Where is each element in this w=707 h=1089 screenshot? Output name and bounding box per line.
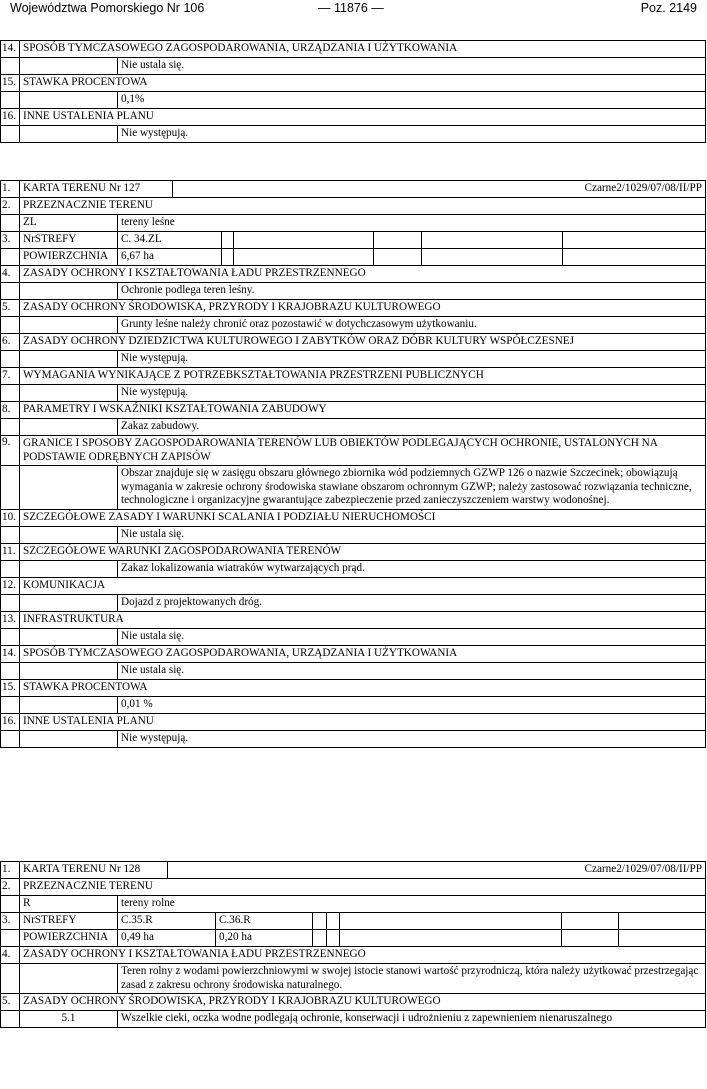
section-row: 16. INNE USTALENIA PLANU [1, 713, 706, 730]
section-value: Nie występują. [118, 351, 706, 368]
section-row: 9. GRANICE I SPOSOBY ZAGOSPODAROWANIA TERENÓW LUB OBIEKTÓW PODLEGAJĄCYCH OCHRONIE, USTALONYCH NA PODSTAWIE ODRĘBNYCH ZAPISÓW [1, 436, 706, 466]
value-row [1, 317, 706, 334]
value-row [1, 560, 706, 577]
zone-number: C. 34.ZL [118, 232, 222, 249]
section-row: 12. KOMUNIKACJA [1, 577, 706, 594]
card-reference: Czarne2/1029/07/08/II/PP [173, 181, 706, 198]
value-row [1, 730, 706, 747]
value-row [1, 126, 706, 143]
section-value: Teren rolny z wodami powierzchniowymi w swojej istocie stanowi wartość przyrodniczą, która należy użytkować przestrzegając zasad z zakresu ochrony środowiska naturalnego. [118, 964, 706, 994]
section-value: Nie ustala się. [118, 526, 706, 543]
area-row [1, 249, 706, 266]
area-value: 0,20 ha [216, 930, 313, 947]
section-value: Zakaz lokalizowania wiatraków wytwarzających prąd. [118, 560, 706, 577]
value-row [1, 385, 706, 402]
zone-symbol: ZL [20, 215, 118, 232]
section-row [1, 75, 706, 92]
value-row [1, 526, 706, 543]
previous-card-tail [0, 40, 706, 143]
section-row: 2. PRZEZNACZNIE TERENU [1, 198, 706, 215]
section-value: Dojazd z projektowanych dróg. [118, 594, 706, 611]
page-header [0, 0, 707, 20]
value-row [1, 351, 706, 368]
section-value: 0,01 % [118, 696, 706, 713]
section-title: KOMUNIKACJA [20, 577, 706, 594]
card-reference: Czarne2/1029/07/08/II/PP [168, 862, 706, 879]
zone-number: C.35.R [118, 913, 216, 930]
area-value: 6,67 ha [118, 249, 222, 266]
value-row [1, 964, 706, 994]
value-row [1, 628, 706, 645]
section-title: ZASADY OCHRONY ŚRODOWISKA, PRZYRODY I KRAJOBRAZU KULTUROWEGO [20, 994, 706, 1011]
section-row [1, 41, 706, 58]
land-card-128 [0, 861, 706, 1028]
zone-number-row: 3. NrSTREFY C.35.R C.36.R [1, 913, 706, 930]
section-title: ZASADY OCHRONY DZIEDZICTWA KULTUROWEGO I ZABYTKÓW ORAZ DÓBR KULTURY WSPÓŁCZESNEJ [20, 334, 706, 351]
section-row: 2. PRZEZNACZNIE TERENU [1, 879, 706, 896]
section-value: Nie ustala się. [118, 662, 706, 679]
section-title: STAWKA PROCENTOWA [20, 75, 706, 92]
section-row: 8. PARAMETRY I WSKAŹNIKI KSZTAŁTOWANIA ZABUDOWY [1, 402, 706, 419]
value-row [1, 419, 706, 436]
card-title: KARTA TERENU Nr 128 [20, 862, 168, 879]
section-row: 6. ZASADY OCHRONY DZIEDZICTWA KULTUROWEGO I ZABYTKÓW ORAZ DÓBR KULTURY WSPÓŁCZESNEJ [1, 334, 706, 351]
section-number: 14. [1, 41, 20, 58]
section-value: Nie występują. [118, 126, 706, 143]
header-journal: Województwa Pomorskiego Nr 106 [10, 1, 205, 15]
section-title: SPOSÓB TYMCZASOWEGO ZAGOSPODAROWANIA, URZĄDZANIA I UŻYTKOWANIA [20, 41, 706, 58]
section-row: 7. WYMAGANIA WYNIKAJĄCE Z POTRZEBKSZTAŁTOWANIA PRZESTRZENI PUBLICZNYCH [1, 368, 706, 385]
area-row [1, 930, 706, 947]
symbol-row [1, 215, 706, 232]
section-value: Ochronie podlega teren leśny. [118, 283, 706, 300]
symbol-row [1, 896, 706, 913]
card-title-row: 1. KARTA TERENU Nr 128 Czarne2/1029/07/08/II/PP [1, 862, 706, 879]
header-page-number: — 11876 — [318, 1, 384, 15]
section-title: INFRASTRUKTURA [20, 611, 706, 628]
section-number: 15. [1, 75, 20, 92]
section-title: STAWKA PROCENTOWA [20, 679, 706, 696]
value-row [1, 283, 706, 300]
section-title: PARAMETRY I WSKAŹNIKI KSZTAŁTOWANIA ZABUDOWY [20, 402, 706, 419]
section-row: 5. ZASADY OCHRONY ŚRODOWISKA, PRZYRODY I KRAJOBRAZU KULTUROWEGO [1, 994, 706, 1011]
section-title: ZASADY OCHRONY I KSZTAŁTOWANIA ŁADU PRZESTRZENNEGO [20, 266, 706, 283]
value-row [1, 92, 706, 109]
section-title: PRZEZNACZNIE TERENU [20, 198, 706, 215]
zone-description: tereny leśne [118, 215, 706, 232]
land-card-127 [0, 180, 706, 748]
section-row [1, 109, 706, 126]
section-title: GRANICE I SPOSOBY ZAGOSPODAROWANIA TERENÓW LUB OBIEKTÓW PODLEGAJĄCYCH OCHRONIE, USTALONYCH NA PODSTAWIE ODRĘBNYCH ZAPISÓW [20, 436, 706, 466]
section-value: Grunty leśne należy chronić oraz pozostawić w dotychczasowym użytkowaniu. [118, 317, 706, 334]
zone-number: C.36.R [216, 913, 313, 930]
value-row [1, 594, 706, 611]
area-value: 0,49 ha [118, 930, 216, 947]
section-value: Nie występują. [118, 730, 706, 747]
section-row: 15. STAWKA PROCENTOWA [1, 679, 706, 696]
section-value: Nie ustala się. [118, 628, 706, 645]
section-value: Nie ustala się. [118, 58, 706, 75]
section-title: SZCZEGÓŁOWE ZASADY I WARUNKI SCALANIA I PODZIAŁU NIERUCHOMOŚCI [20, 509, 706, 526]
section-row: 14. SPOSÓB TYMCZASOWEGO ZAGOSPODAROWANIA, URZĄDZANIA I UŻYTKOWANIA [1, 645, 706, 662]
zone-description: tereny rolne [118, 896, 706, 913]
value-row [1, 466, 706, 510]
section-row: 5. ZASADY OCHRONY ŚRODOWISKA, PRZYRODY I KRAJOBRAZU KULTUROWEGO [1, 300, 706, 317]
zone-number-label: NrSTREFY [20, 232, 118, 249]
section-row: 13. INFRASTRUKTURA [1, 611, 706, 628]
header-position: Poz. 2149 [640, 1, 697, 15]
zone-symbol: R [20, 896, 118, 913]
area-label: POWIERZCHNIA [20, 249, 118, 266]
card-title: KARTA TERENU Nr 127 [20, 181, 173, 198]
value-row [1, 1011, 706, 1028]
section-row: 10. SZCZEGÓŁOWE ZASADY I WARUNKI SCALANIA I PODZIAŁU NIERUCHOMOŚCI [1, 509, 706, 526]
section-value: Zakaz zabudowy. [118, 419, 706, 436]
section-title: SPOSÓB TYMCZASOWEGO ZAGOSPODAROWANIA, URZĄDZANIA I UŻYTKOWANIA [20, 645, 706, 662]
section-title: INNE USTALENIA PLANU [20, 713, 706, 730]
section-title: SZCZEGÓŁOWE WARUNKI ZAGOSPODAROWANIA TERENÓW [20, 543, 706, 560]
value-row [1, 662, 706, 679]
section-value: 0,1% [118, 92, 706, 109]
section-value: Wszelkie cieki, oczka wodne podlegają ochronie, konserwacji i udrożnieniu z zapewnieniem nienaruszalnego [118, 1011, 706, 1028]
section-title: ZASADY OCHRONY ŚRODOWISKA, PRZYRODY I KRAJOBRAZU KULTUROWEGO [20, 300, 706, 317]
section-value: Obszar znajduje się w zasięgu obszaru głównego zbiornika wód podziemnych GZWP 126 o nazwie Szczecinek; obowiązują wymagania w zakresie ochrony środowiska stawiane obszarom ochronnym GZWP; należy zastosować rozwiązania techniczne, technologiczne i organizacyjne gwarantujące zabezpieczenie przed zanieczyszczeniem warstwy wodonośnej. [118, 466, 706, 510]
section-title: WYMAGANIA WYNIKAJĄCE Z POTRZEBKSZTAŁTOWANIA PRZESTRZENI PUBLICZNYCH [20, 368, 706, 385]
section-title: PRZEZNACZNIE TERENU [20, 879, 706, 896]
section-title: INNE USTALENIA PLANU [20, 109, 706, 126]
section-number: 16. [1, 109, 20, 126]
zone-number-label: NrSTREFY [20, 913, 118, 930]
value-row [1, 58, 706, 75]
section-row: 11. SZCZEGÓŁOWE WARUNKI ZAGOSPODAROWANIA TERENÓW [1, 543, 706, 560]
area-label: POWIERZCHNIA [20, 930, 118, 947]
zone-number-row: 3. NrSTREFY C. 34.ZL [1, 232, 706, 249]
card-title-row: 1. KARTA TERENU Nr 127 Czarne2/1029/07/08/II/PP [1, 181, 706, 198]
value-row [1, 696, 706, 713]
subsection-number: 5.1 [20, 1011, 118, 1028]
section-row: 4. ZASADY OCHRONY I KSZTAŁTOWANIA ŁADU PRZESTRZENNEGO [1, 947, 706, 964]
section-row: 4. ZASADY OCHRONY I KSZTAŁTOWANIA ŁADU PRZESTRZENNEGO [1, 266, 706, 283]
section-value: Nie występują. [118, 385, 706, 402]
section-title: ZASADY OCHRONY I KSZTAŁTOWANIA ŁADU PRZESTRZENNEGO [20, 947, 706, 964]
